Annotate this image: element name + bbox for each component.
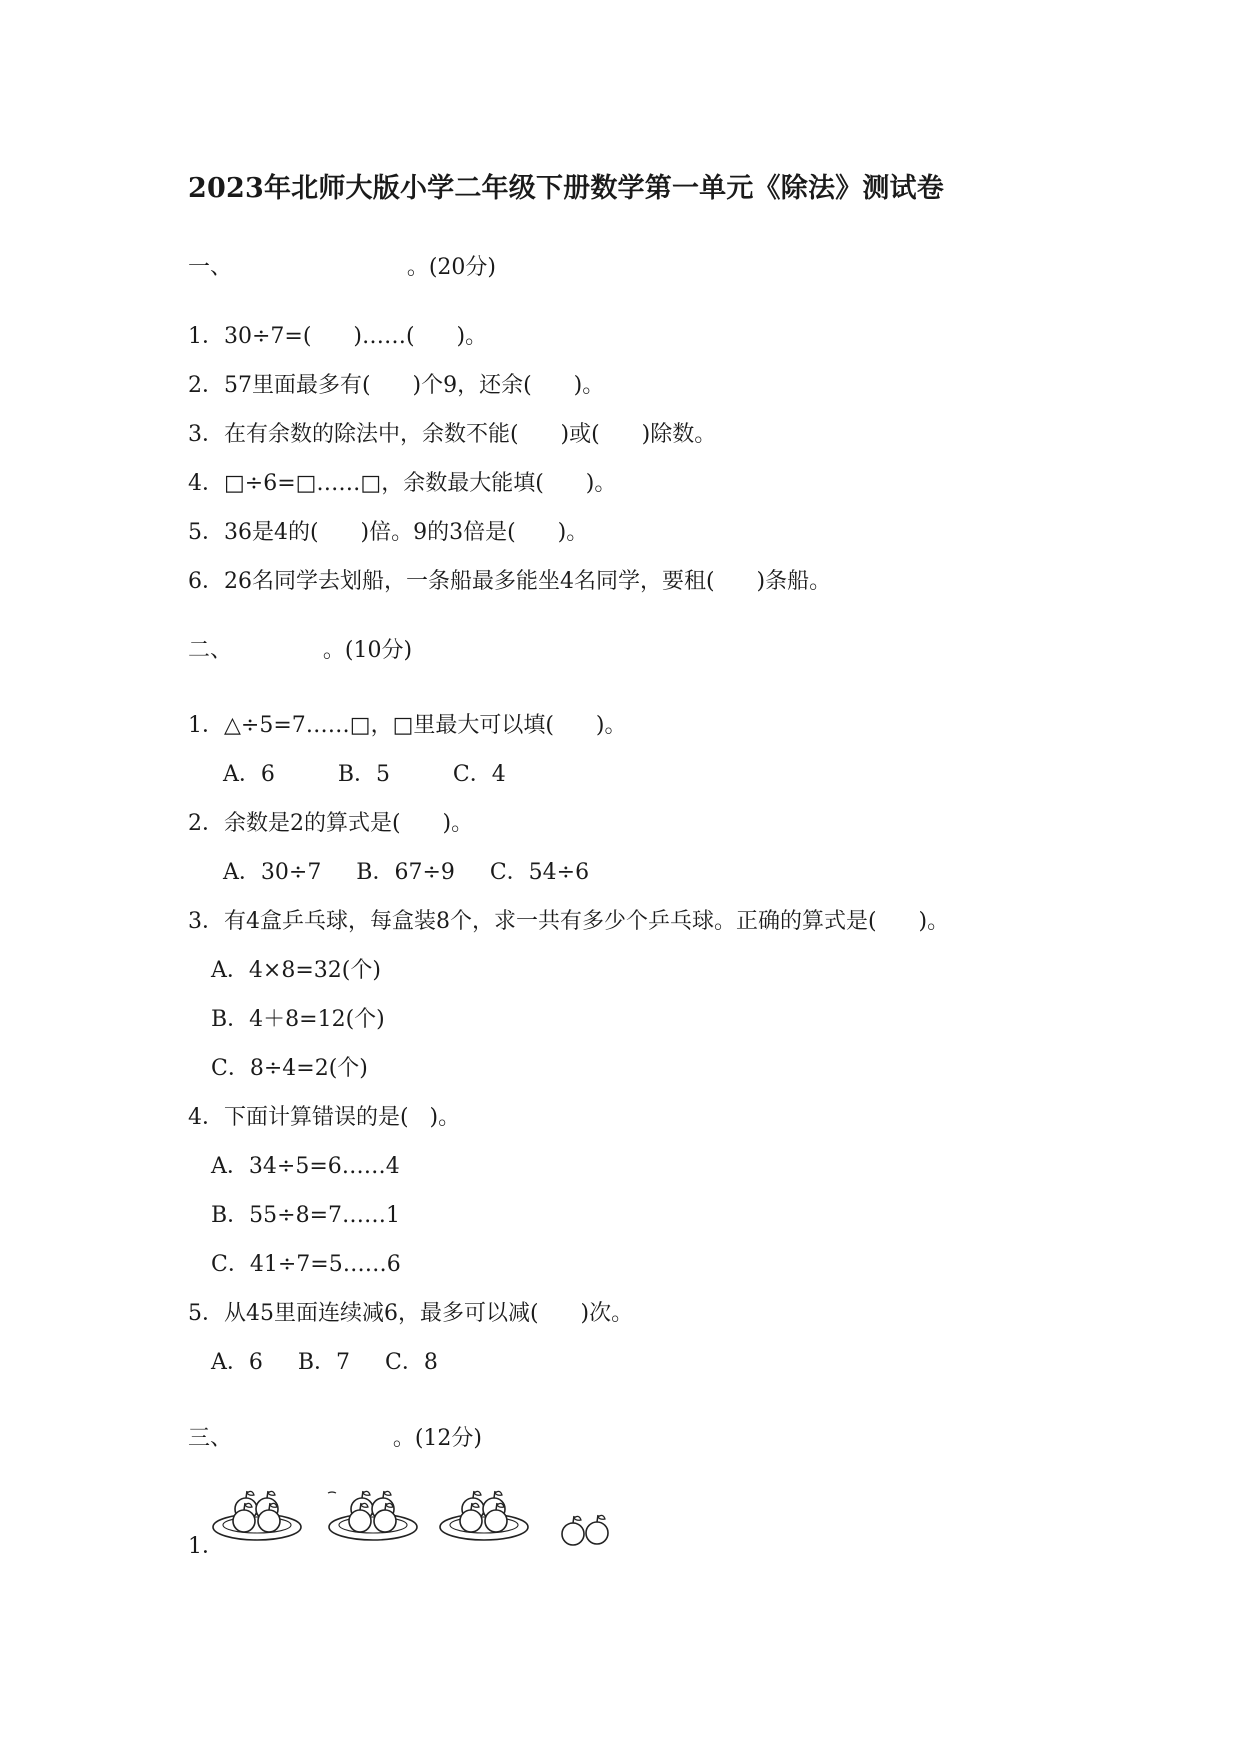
s2-question-4-option-b: B．55÷8=7……1 — [211, 1203, 401, 1228]
plate-1 — [213, 1491, 301, 1540]
s2-question-1: 1．△÷5=7……□，□里最大可以填( )。 — [188, 713, 627, 738]
s1-question-2: 2．57里面最多有( )个9，还余( )。 — [188, 373, 605, 398]
apples-on-plates-icon — [210, 1483, 616, 1549]
loose-apple-2 — [586, 1515, 608, 1544]
section-2-heading: 二、 。(10分) — [188, 638, 413, 663]
section-3-heading: 三、 。(12分) — [188, 1426, 483, 1451]
section-1-heading: 一、 。(20分) — [188, 255, 496, 280]
s1-question-6: 6．26名同学去划船，一条船最多能坐4名同学，要租( )条船。 — [188, 569, 832, 594]
s2-question-3-option-b: B．4＋8=12(个) — [211, 1007, 385, 1032]
s2-question-2: 2．余数是2的算式是( )。 — [188, 811, 474, 836]
s1-question-3: 3．在有余数的除法中，余数不能( )或( )除数。 — [188, 422, 717, 447]
s1-question-4: 4．□÷6=□……□，余数最大能填( )。 — [188, 471, 617, 496]
loose-apple-1 — [562, 1516, 584, 1545]
plate-3 — [440, 1491, 528, 1540]
s1-question-1: 1．30÷7=( )……( )。 — [188, 324, 488, 349]
s2-question-2-options: A．30÷7 B．67÷9 C．54÷6 — [223, 860, 590, 885]
s2-question-4: 4．下面计算错误的是( )。 — [188, 1105, 461, 1130]
s2-question-3-option-a: A．4×8=32(个) — [211, 958, 381, 983]
page-title: 2023年北师大版小学二年级下册数学第一单元《除法》测试卷 — [188, 173, 944, 204]
s2-question-3-option-c: C．8÷4=2(个) — [211, 1056, 368, 1081]
s2-question-5-options: A．6 B．7 C．8 — [211, 1350, 438, 1375]
s2-question-3: 3．有4盒乒乓球，每盒装8个，求一共有多少个乒乓球。正确的算式是( )。 — [188, 909, 950, 934]
s2-question-5: 5．从45里面连续减6，最多可以减( )次。 — [188, 1301, 634, 1326]
plate-2 — [329, 1491, 417, 1540]
s1-question-5: 5．36是4的( )倍。9的3倍是( )。 — [188, 520, 589, 545]
s2-question-4-option-c: C．41÷7=5……6 — [211, 1252, 401, 1277]
s3-question-1: 1． — [188, 1534, 224, 1559]
s2-question-1-options: A．6 B．5 C．4 — [223, 762, 506, 787]
s2-question-4-option-a: A．34÷5=6……4 — [211, 1154, 400, 1179]
